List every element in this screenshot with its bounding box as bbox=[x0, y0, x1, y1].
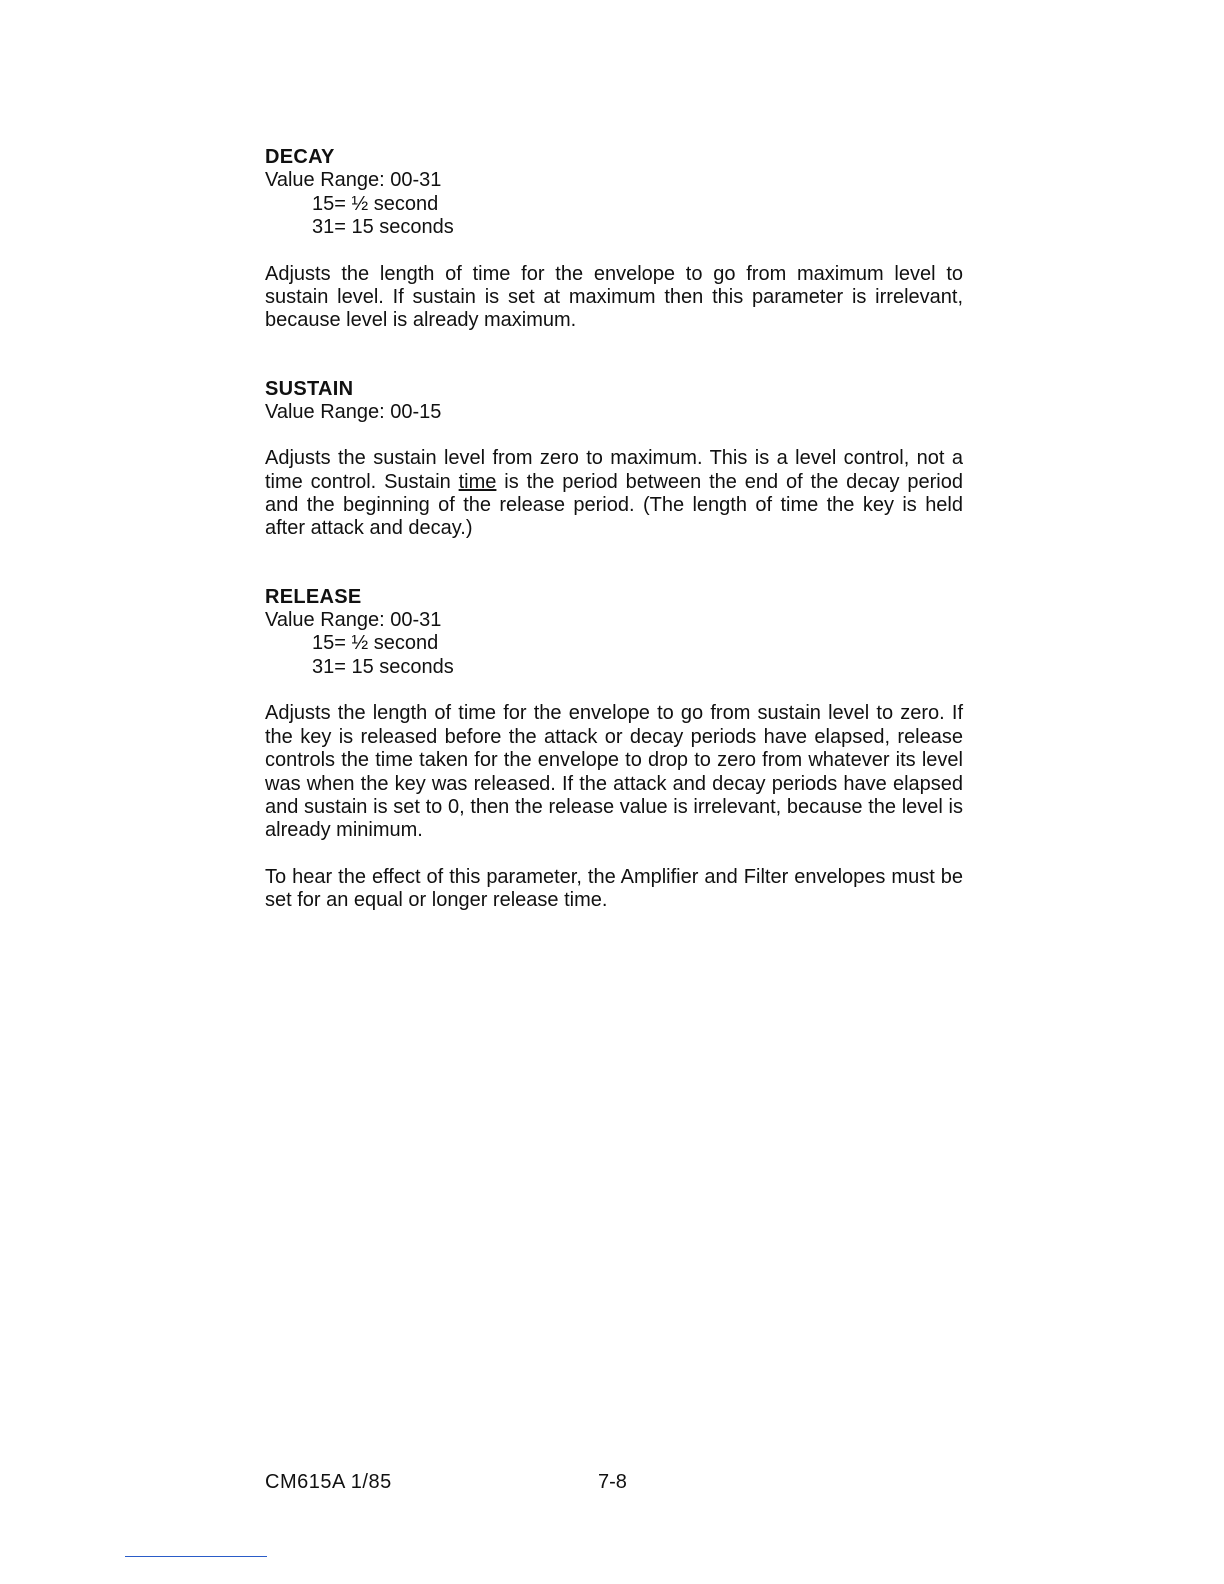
sustain-description-text: is the period between the end of the decay period and the beginning of the release period. (The length of time the key is held after attack and decay.) bbox=[265, 470, 963, 540]
release-value-line: 31= 15 seconds bbox=[312, 655, 454, 678]
release-value-line: 15= ½ second bbox=[312, 632, 439, 655]
sustain-description bbox=[265, 447, 963, 541]
release-description: Adjusts the length of time for the envelope to go from sustain level to zero. If the key is released before the attack or decay periods have elapsed, release controls the time taken for the envelope to drop to zero from whatever its level was when the key was released. If the attack and decay periods have elapsed and sustain is set to 0, then the release value is irrelevant, because the level is already minimum. bbox=[265, 702, 963, 842]
document-id: CM615A 1/85 bbox=[265, 1471, 392, 1493]
sustain-heading: SUSTAIN bbox=[265, 377, 354, 400]
decay-description: Adjusts the length of time for the envelope to go from maximum level to sustain level. If sustain is set at maximum then this parameter is irrelevant, because level is already maximum. bbox=[265, 262, 963, 332]
sustain-value-range: Value Range: 00-15 bbox=[265, 400, 442, 423]
document-page bbox=[265, 145, 963, 957]
decay-value-range: Value Range: 00-31 bbox=[265, 169, 442, 191]
decay-value-line: 31= 15 seconds bbox=[312, 216, 454, 238]
decay-section bbox=[265, 145, 963, 333]
sustain-description-emphasis: time bbox=[458, 470, 497, 493]
sustain-description-text: Adjusts the sustain level from zero to maximum. This is a level control, not a time control. Sustain bbox=[265, 447, 963, 493]
release-note: To hear the effect of this parameter, the Amplifier and Filter envelopes must be set for an equal or longer release time. bbox=[265, 865, 963, 912]
decay-value-line: 15= ½ second bbox=[312, 192, 439, 215]
release-section bbox=[265, 585, 963, 913]
sustain-section bbox=[265, 377, 963, 541]
release-heading: RELEASE bbox=[265, 585, 362, 608]
page-number: 7-8 bbox=[598, 1471, 627, 1493]
scan-artifact-line bbox=[125, 1556, 267, 1557]
decay-heading: DECAY bbox=[265, 146, 335, 168]
release-value-range: Value Range: 00-31 bbox=[265, 608, 442, 631]
